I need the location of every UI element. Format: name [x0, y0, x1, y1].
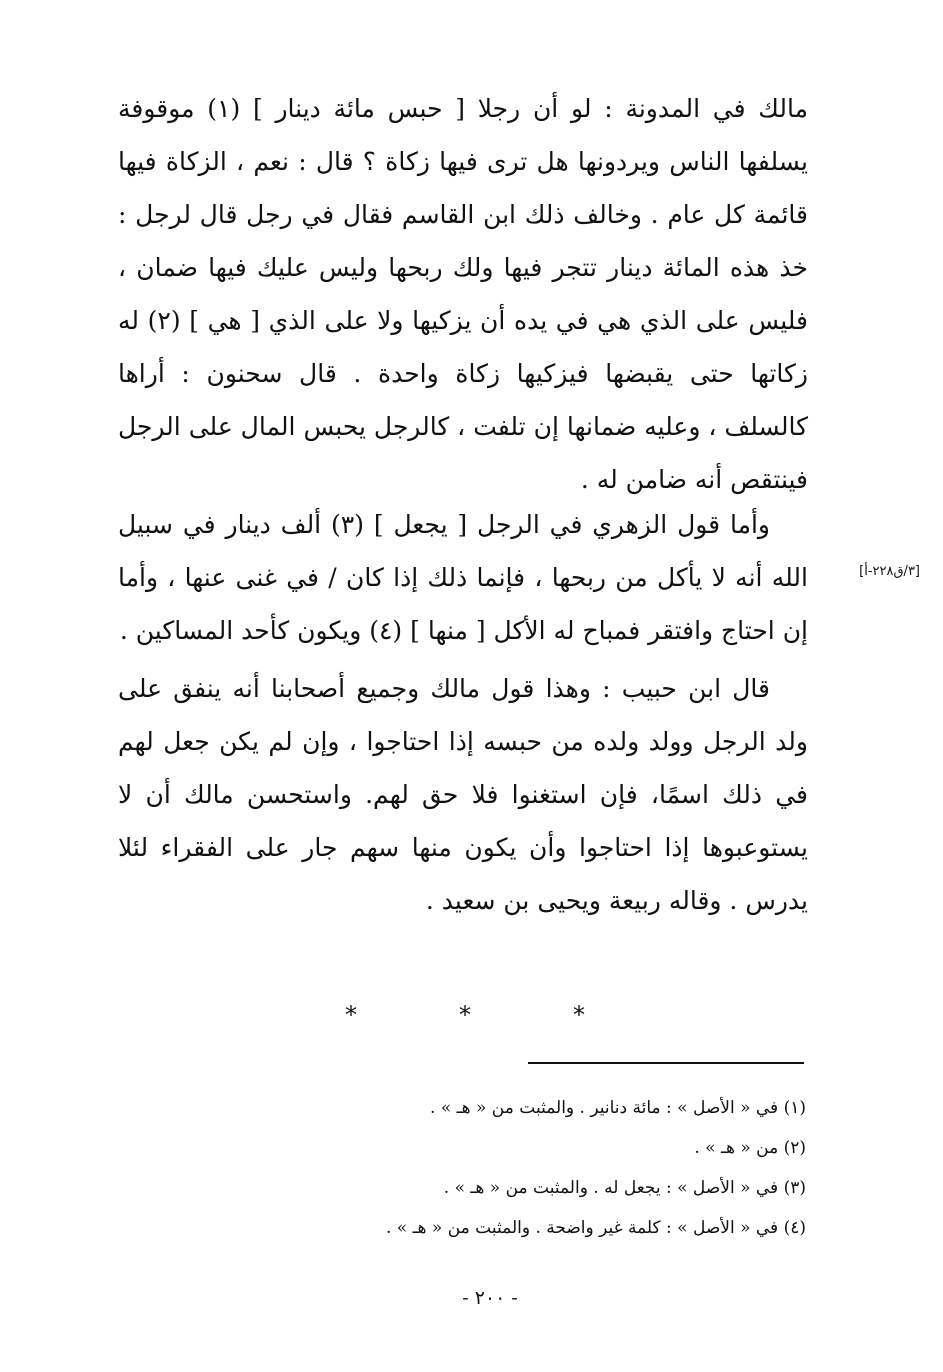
footnote-4: (٤) في « الأصل » : كلمة غير واضحة . والمثبت من « هـ » .	[385, 1218, 806, 1238]
section-separator	[345, 1000, 585, 1030]
manuscript-folio-reference: [٣/ق٢٢٨-أ]	[859, 564, 920, 579]
separator-star-2: *	[459, 1001, 471, 1029]
separator-star-1: *	[573, 1001, 585, 1029]
footnote-2: (٢) من « هـ » .	[694, 1138, 806, 1158]
page-number: - ٢٠٠ -	[462, 1287, 518, 1309]
footnote-1: (١) في « الأصل » : مائة دنانير . والمثبت من « هـ » .	[430, 1098, 806, 1118]
separator-star-3: *	[345, 1001, 357, 1029]
footnote-3: (٣) في « الأصل » : يجعل له . والمثبت من « هـ » .	[443, 1178, 806, 1198]
body-paragraph-1: مالك في المدونة : لو أن رجلا [ حبس مائة دينار ] (١) موقوفة يسلفها الناس ويردونها هل ترى فيها زكاة ؟ قال : نعم ، الزكاة فيها قائمة كل عام . وخالف ذلك ابن القاسم فقال في رجل قال لرجل : خذ هذه المائة دينار تتجر فيها ولك ربحها وليس عليك فيها ضمان ، فليس على الذي هي في يده أن يزكيها ولا على الذي [ هي ] (٢) له زكاتها حتى يقبضها فيزكيها زكاة واحدة . قال سحنون : أراها كالسلف ، وعليه ضمانها إن تلفت ، كالرجل يحبس المال على الرجل فينتقص أنه ضامن له .	[118, 94, 808, 494]
body-paragraph-3: قال ابن حبيب : وهذا قول مالك وجميع أصحابنا أنه ينفق على ولد الرجل وولد ولده من حبسه إذا احتاجوا ، وإن لم يكن جعل لهم في ذلك اسمًا، فإن استغنوا فلا حق لهم. واستحسن مالك أن لا يستوعبوها إذا احتاجوا وأن يكون منها سهم جار على الفقراء لئلا يدرس . وقاله ربيعة ويحيى بن سعيد .	[118, 674, 808, 915]
footnote-divider	[528, 1062, 804, 1064]
footnotes	[250, 1088, 806, 1248]
body-paragraph-2: وأما قول الزهري في الرجل [ يجعل ] (٣) ألف دينار في سبيل الله أنه لا يأكل من ربحها ، فإنما ذلك إذا كان / في غنى عنها ، وأما إن احتاج وافتقر فمباح له الأكل [ منها ] (٤) ويكون كأحد المساكين .	[118, 510, 808, 645]
